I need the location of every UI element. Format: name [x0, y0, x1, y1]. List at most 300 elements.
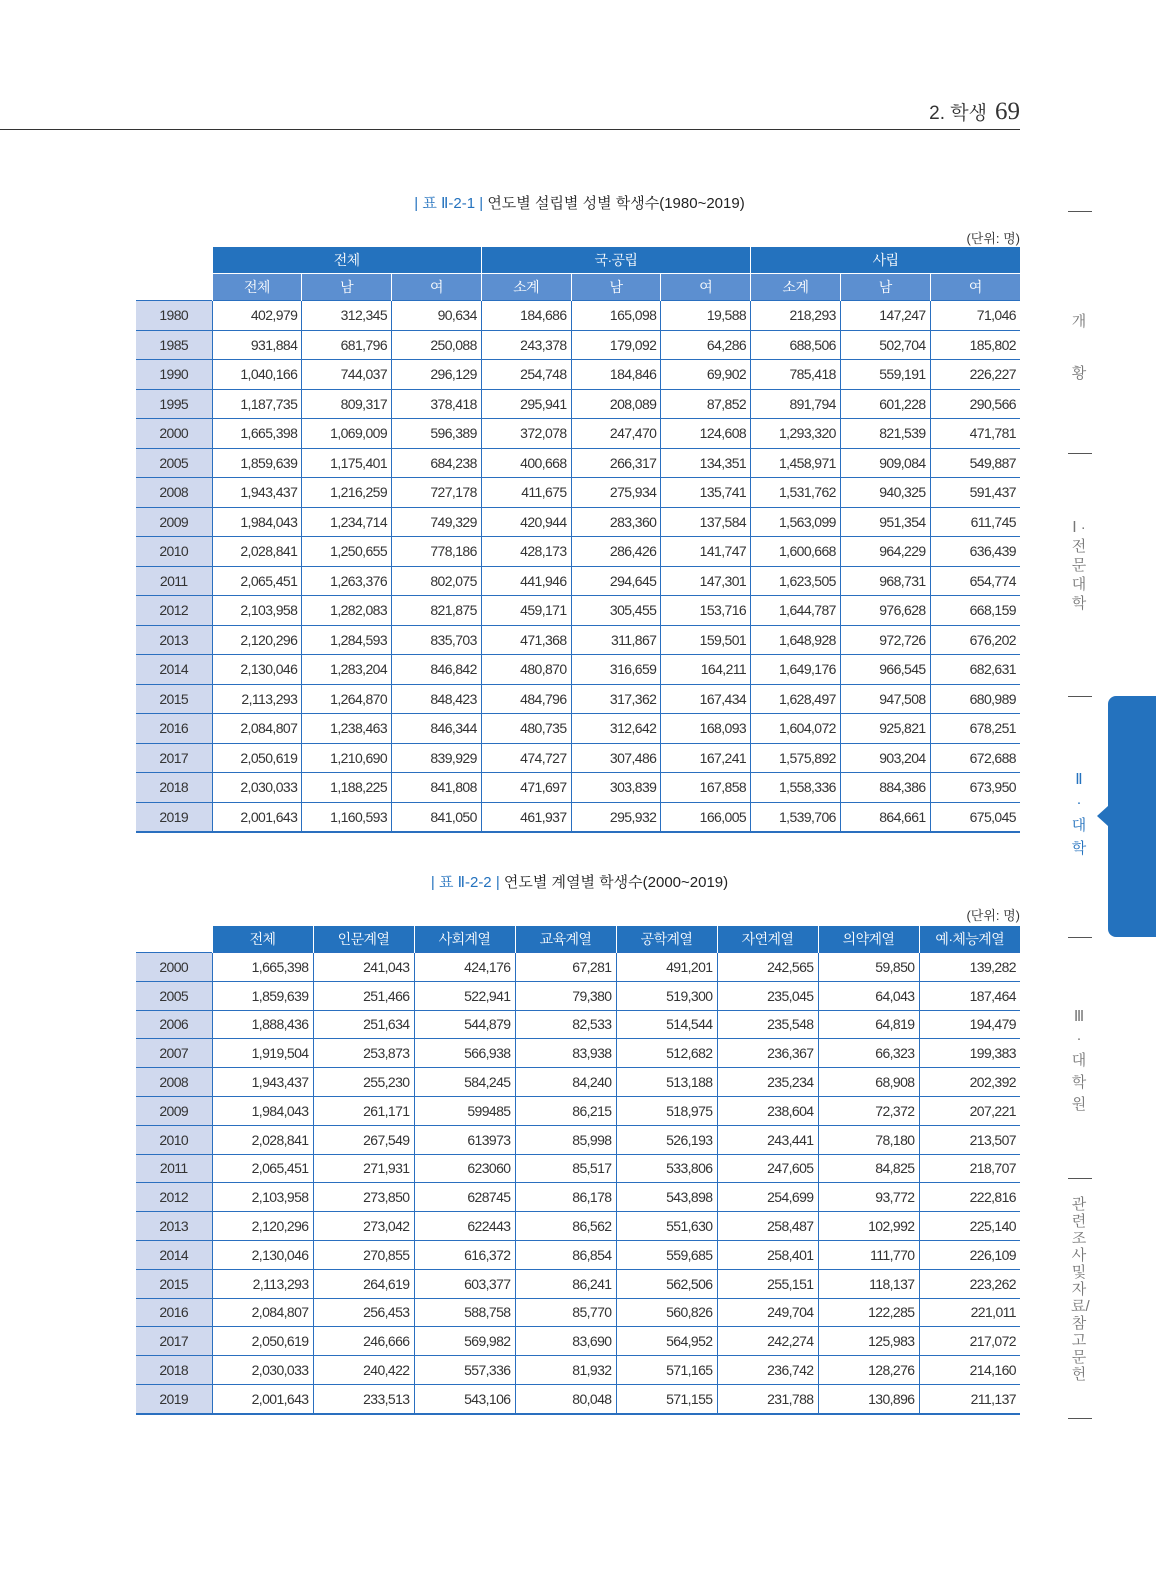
value-cell: 1,665,398	[212, 419, 302, 449]
value-cell: 821,875	[392, 596, 482, 626]
value-cell: 2,001,643	[212, 802, 302, 832]
value-cell: 1,069,009	[302, 419, 392, 449]
value-cell: 1,539,706	[751, 802, 841, 832]
value-cell: 601,228	[840, 389, 930, 419]
value-cell: 139,282	[919, 953, 1020, 982]
value-cell: 947,508	[840, 684, 930, 714]
value-cell: 122,285	[818, 1298, 919, 1327]
value-cell: 86,854	[515, 1240, 616, 1269]
value-cell: 86,241	[515, 1269, 616, 1298]
year-cell: 2010	[136, 537, 212, 567]
year-cell: 1985	[136, 330, 212, 360]
value-cell: 213,507	[919, 1125, 1020, 1154]
value-cell: 778,186	[392, 537, 482, 567]
table-row	[136, 1269, 1020, 1298]
value-cell: 543,898	[616, 1183, 717, 1212]
value-cell: 184,846	[571, 360, 661, 390]
value-cell: 185,802	[930, 330, 1020, 360]
value-cell: 424,176	[414, 953, 515, 982]
value-cell: 1,665,398	[212, 953, 313, 982]
value-cell: 841,050	[392, 802, 482, 832]
year-cell: 2017	[136, 743, 212, 773]
value-cell: 179,092	[571, 330, 661, 360]
value-cell: 223,262	[919, 1269, 1020, 1298]
value-cell: 2,065,451	[212, 1154, 313, 1183]
value-cell: 616,372	[414, 1240, 515, 1269]
value-cell: 273,042	[313, 1212, 414, 1241]
value-cell: 1,919,504	[212, 1039, 313, 1068]
value-cell: 749,329	[392, 507, 482, 537]
value-cell: 273,850	[313, 1183, 414, 1212]
value-cell: 235,548	[717, 1010, 818, 1039]
value-cell: 253,873	[313, 1039, 414, 1068]
column-header: 사회계열	[414, 926, 515, 953]
value-cell: 1,558,336	[751, 773, 841, 803]
value-cell: 254,699	[717, 1183, 818, 1212]
table1-caption	[0, 192, 1159, 213]
column-header: 여	[930, 274, 1020, 301]
value-cell: 623060	[414, 1154, 515, 1183]
column-header: 자연계열	[717, 926, 818, 953]
value-cell: 968,731	[840, 566, 930, 596]
value-cell: 19,588	[661, 301, 751, 331]
value-cell: 372,078	[481, 419, 571, 449]
value-cell: 286,426	[571, 537, 661, 567]
year-cell: 2005	[136, 448, 212, 478]
table-students-by-establishment-gender	[136, 247, 1020, 833]
table-row	[136, 1183, 1020, 1212]
value-cell: 86,178	[515, 1183, 616, 1212]
table-row	[136, 1240, 1020, 1269]
value-cell: 688,506	[751, 330, 841, 360]
value-cell: 102,992	[818, 1212, 919, 1241]
value-cell: 240,422	[313, 1356, 414, 1385]
value-cell: 1,263,376	[302, 566, 392, 596]
table-row	[136, 1356, 1020, 1385]
column-header: 인문계열	[313, 926, 414, 953]
table-row	[136, 1068, 1020, 1097]
value-cell: 71,046	[930, 301, 1020, 331]
value-cell: 217,072	[919, 1327, 1020, 1356]
value-cell: 588,758	[414, 1298, 515, 1327]
value-cell: 628745	[414, 1183, 515, 1212]
value-cell: 1,649,176	[751, 655, 841, 685]
value-cell: 85,998	[515, 1125, 616, 1154]
year-cell: 2000	[136, 953, 212, 982]
value-cell: 85,770	[515, 1298, 616, 1327]
value-cell: 471,697	[481, 773, 571, 803]
value-cell: 64,286	[661, 330, 751, 360]
group-header: 국·공립	[481, 247, 750, 274]
table-row	[136, 655, 1020, 685]
value-cell: 654,774	[930, 566, 1020, 596]
year-cell: 2016	[136, 714, 212, 744]
value-cell: 242,274	[717, 1327, 818, 1356]
value-cell: 560,826	[616, 1298, 717, 1327]
column-header: 전체	[212, 926, 313, 953]
value-cell: 1,250,655	[302, 537, 392, 567]
value-cell: 141,747	[661, 537, 751, 567]
corner-cell	[136, 926, 212, 953]
value-cell: 471,781	[930, 419, 1020, 449]
column-header: 예·체능계열	[919, 926, 1020, 953]
value-cell: 247,470	[571, 419, 661, 449]
value-cell: 84,240	[515, 1068, 616, 1097]
value-cell: 267,549	[313, 1125, 414, 1154]
value-cell: 727,178	[392, 478, 482, 508]
table-row	[136, 1096, 1020, 1125]
value-cell: 972,726	[840, 625, 930, 655]
column-header: 교육계열	[515, 926, 616, 953]
table-row	[136, 1039, 1020, 1068]
value-cell: 1,531,762	[751, 478, 841, 508]
value-cell: 1,575,892	[751, 743, 841, 773]
value-cell: 256,453	[313, 1298, 414, 1327]
value-cell: 841,808	[392, 773, 482, 803]
value-cell: 81,932	[515, 1356, 616, 1385]
value-cell: 125,983	[818, 1327, 919, 1356]
table-row	[136, 953, 1020, 982]
year-cell: 2012	[136, 1183, 212, 1212]
value-cell: 603,377	[414, 1269, 515, 1298]
value-cell: 2,028,841	[212, 537, 302, 567]
value-cell: 1,623,505	[751, 566, 841, 596]
value-cell: 264,619	[313, 1269, 414, 1298]
value-cell: 283,360	[571, 507, 661, 537]
value-cell: 591,437	[930, 478, 1020, 508]
value-cell: 1,984,043	[212, 1096, 313, 1125]
value-cell: 270,855	[313, 1240, 414, 1269]
table-row	[136, 1125, 1020, 1154]
value-cell: 400,668	[481, 448, 571, 478]
value-cell: 225,140	[919, 1212, 1020, 1241]
year-cell: 2013	[136, 1212, 212, 1241]
value-cell: 1,284,593	[302, 625, 392, 655]
value-cell: 226,109	[919, 1240, 1020, 1269]
value-cell: 2,084,807	[212, 714, 302, 744]
value-cell: 514,544	[616, 1010, 717, 1039]
value-cell: 214,160	[919, 1356, 1020, 1385]
value-cell: 491,201	[616, 953, 717, 982]
table-row	[136, 389, 1020, 419]
table2-caption	[0, 871, 1159, 892]
value-cell: 246,666	[313, 1327, 414, 1356]
value-cell: 802,075	[392, 566, 482, 596]
value-cell: 249,704	[717, 1298, 818, 1327]
table1-title: 연도별 설립별 성별 학생수(1980~2019)	[487, 195, 745, 212]
value-cell: 681,796	[302, 330, 392, 360]
value-cell: 68,908	[818, 1068, 919, 1097]
column-header: 소계	[751, 274, 841, 301]
table2-tag: | 표 Ⅱ-2-2 |	[430, 874, 500, 891]
value-cell: 951,354	[840, 507, 930, 537]
value-cell: 1,238,463	[302, 714, 392, 744]
value-cell: 82,533	[515, 1010, 616, 1039]
value-cell: 236,367	[717, 1039, 818, 1068]
value-cell: 903,204	[840, 743, 930, 773]
value-cell: 1,283,204	[302, 655, 392, 685]
table-row	[136, 743, 1020, 773]
value-cell: 251,634	[313, 1010, 414, 1039]
column-header: 남	[840, 274, 930, 301]
value-cell: 294,645	[571, 566, 661, 596]
value-cell: 428,173	[481, 537, 571, 567]
value-cell: 678,251	[930, 714, 1020, 744]
value-cell: 261,171	[313, 1096, 414, 1125]
sidebar-divider	[1068, 453, 1092, 454]
value-cell: 931,884	[212, 330, 302, 360]
value-cell: 611,745	[930, 507, 1020, 537]
value-cell: 86,215	[515, 1096, 616, 1125]
value-cell: 184,686	[481, 301, 571, 331]
table-row	[136, 360, 1020, 390]
value-cell: 526,193	[616, 1125, 717, 1154]
column-header: 의약계열	[818, 926, 919, 953]
value-cell: 1,234,714	[302, 507, 392, 537]
value-cell: 238,604	[717, 1096, 818, 1125]
value-cell: 809,317	[302, 389, 392, 419]
value-cell: 2,130,046	[212, 1240, 313, 1269]
value-cell: 236,742	[717, 1356, 818, 1385]
value-cell: 254,748	[481, 360, 571, 390]
year-cell: 2019	[136, 802, 212, 832]
value-cell: 682,631	[930, 655, 1020, 685]
sidebar-divider	[1068, 1178, 1092, 1179]
value-cell: 86,562	[515, 1212, 616, 1241]
value-cell: 543,106	[414, 1384, 515, 1413]
value-cell: 307,486	[571, 743, 661, 773]
value-cell: 459,171	[481, 596, 571, 626]
sidebar-divider	[1068, 937, 1092, 938]
value-cell: 846,344	[392, 714, 482, 744]
value-cell: 167,858	[661, 773, 751, 803]
sidebar-item-references[interactable]: 관련조사 및 자료/참고문헌	[1071, 1196, 1090, 1383]
corner-cell	[136, 247, 212, 301]
value-cell: 1,160,593	[302, 802, 392, 832]
value-cell: 2,001,643	[212, 1384, 313, 1413]
value-cell: 255,230	[313, 1068, 414, 1097]
year-cell: 2011	[136, 566, 212, 596]
value-cell: 599485	[414, 1096, 515, 1125]
value-cell: 519,300	[616, 981, 717, 1010]
value-cell: 1,282,083	[302, 596, 392, 626]
value-cell: 533,806	[616, 1154, 717, 1183]
value-cell: 90,634	[392, 301, 482, 331]
section-title: 2. 학생	[929, 103, 987, 124]
table-row	[136, 1010, 1020, 1039]
year-cell: 2015	[136, 684, 212, 714]
value-cell: 93,772	[818, 1183, 919, 1212]
year-cell: 2007	[136, 1039, 212, 1068]
value-cell: 925,821	[840, 714, 930, 744]
value-cell: 964,229	[840, 537, 930, 567]
value-cell: 564,952	[616, 1327, 717, 1356]
value-cell: 202,392	[919, 1068, 1020, 1097]
sidebar-item-junior-college[interactable]: Ⅰ · 전문대학	[1071, 519, 1087, 612]
value-cell: 940,325	[840, 478, 930, 508]
value-cell: 67,281	[515, 953, 616, 982]
value-cell: 2,113,293	[212, 684, 302, 714]
year-cell: 2019	[136, 1384, 212, 1413]
value-cell: 255,151	[717, 1269, 818, 1298]
value-cell: 636,439	[930, 537, 1020, 567]
running-header	[929, 98, 1020, 126]
value-cell: 290,566	[930, 389, 1020, 419]
value-cell: 622443	[414, 1212, 515, 1241]
table-row	[136, 802, 1020, 832]
table-row	[136, 1327, 1020, 1356]
value-cell: 613973	[414, 1125, 515, 1154]
value-cell: 846,842	[392, 655, 482, 685]
value-cell: 835,703	[392, 625, 482, 655]
value-cell: 1,264,870	[302, 684, 392, 714]
value-cell: 966,545	[840, 655, 930, 685]
value-cell: 1,984,043	[212, 507, 302, 537]
value-cell: 199,383	[919, 1039, 1020, 1068]
value-cell: 159,501	[661, 625, 751, 655]
value-cell: 247,605	[717, 1154, 818, 1183]
value-cell: 2,065,451	[212, 566, 302, 596]
value-cell: 241,043	[313, 953, 414, 982]
column-header: 여	[392, 274, 482, 301]
value-cell: 258,487	[717, 1212, 818, 1241]
value-cell: 296,129	[392, 360, 482, 390]
year-cell: 2005	[136, 981, 212, 1010]
value-cell: 235,045	[717, 981, 818, 1010]
value-cell: 557,336	[414, 1356, 515, 1385]
value-cell: 1,888,436	[212, 1010, 313, 1039]
value-cell: 221,011	[919, 1298, 1020, 1327]
table-row	[136, 714, 1020, 744]
value-cell: 66,323	[818, 1039, 919, 1068]
table1-tag: | 표 Ⅱ-2-1 |	[414, 195, 484, 212]
value-cell: 187,464	[919, 981, 1020, 1010]
table-row	[136, 1212, 1020, 1241]
value-cell: 258,401	[717, 1240, 818, 1269]
value-cell: 233,513	[313, 1384, 414, 1413]
value-cell: 235,234	[717, 1068, 818, 1097]
year-cell: 2011	[136, 1154, 212, 1183]
value-cell: 124,608	[661, 419, 751, 449]
value-cell: 551,630	[616, 1212, 717, 1241]
value-cell: 471,368	[481, 625, 571, 655]
table-row	[136, 773, 1020, 803]
value-cell: 544,879	[414, 1010, 515, 1039]
value-cell: 668,159	[930, 596, 1020, 626]
year-cell: 2014	[136, 1240, 212, 1269]
value-cell: 243,378	[481, 330, 571, 360]
value-cell: 226,227	[930, 360, 1020, 390]
value-cell: 566,938	[414, 1039, 515, 1068]
value-cell: 672,688	[930, 743, 1020, 773]
value-cell: 85,517	[515, 1154, 616, 1183]
value-cell: 518,975	[616, 1096, 717, 1125]
year-cell: 2009	[136, 507, 212, 537]
value-cell: 2,084,807	[212, 1298, 313, 1327]
value-cell: 84,825	[818, 1154, 919, 1183]
value-cell: 675,045	[930, 802, 1020, 832]
table-row	[136, 419, 1020, 449]
value-cell: 211,137	[919, 1384, 1020, 1413]
year-cell: 2008	[136, 478, 212, 508]
sidebar-item-university[interactable]: Ⅱ · 대 학	[1071, 771, 1087, 857]
column-header: 소계	[481, 274, 571, 301]
value-cell: 207,221	[919, 1096, 1020, 1125]
column-header: 남	[302, 274, 392, 301]
value-cell: 596,389	[392, 419, 482, 449]
value-cell: 1,859,639	[212, 448, 302, 478]
value-cell: 167,434	[661, 684, 751, 714]
value-cell: 2,120,296	[212, 1212, 313, 1241]
value-cell: 64,043	[818, 981, 919, 1010]
value-cell: 684,238	[392, 448, 482, 478]
value-cell: 559,685	[616, 1240, 717, 1269]
year-cell: 2016	[136, 1298, 212, 1327]
value-cell: 242,565	[717, 953, 818, 982]
sidebar-item-overview[interactable]: 개 황	[1071, 313, 1087, 382]
value-cell: 420,944	[481, 507, 571, 537]
value-cell: 2,103,958	[212, 1183, 313, 1212]
year-cell: 2006	[136, 1010, 212, 1039]
value-cell: 137,584	[661, 507, 751, 537]
value-cell: 271,931	[313, 1154, 414, 1183]
year-cell: 1990	[136, 360, 212, 390]
header-rule	[0, 129, 1020, 130]
table2-title: 연도별 계열별 학생수(2000~2019)	[503, 874, 729, 891]
table-row	[136, 537, 1020, 567]
table-row	[136, 330, 1020, 360]
value-cell: 1,563,099	[751, 507, 841, 537]
table-row	[136, 1298, 1020, 1327]
value-cell: 165,098	[571, 301, 661, 331]
value-cell: 1,648,928	[751, 625, 841, 655]
value-cell: 111,770	[818, 1240, 919, 1269]
value-cell: 1,859,639	[212, 981, 313, 1010]
value-cell: 680,989	[930, 684, 1020, 714]
year-cell: 2009	[136, 1096, 212, 1125]
value-cell: 480,870	[481, 655, 571, 685]
active-section-tab[interactable]	[1108, 696, 1156, 937]
value-cell: 1,644,787	[751, 596, 841, 626]
value-cell: 194,479	[919, 1010, 1020, 1039]
value-cell: 461,937	[481, 802, 571, 832]
value-cell: 402,979	[212, 301, 302, 331]
year-cell: 2010	[136, 1125, 212, 1154]
value-cell: 69,902	[661, 360, 751, 390]
value-cell: 317,362	[571, 684, 661, 714]
value-cell: 891,794	[751, 389, 841, 419]
value-cell: 1,943,437	[212, 478, 302, 508]
value-cell: 411,675	[481, 478, 571, 508]
value-cell: 848,423	[392, 684, 482, 714]
column-header: 여	[661, 274, 751, 301]
value-cell: 312,345	[302, 301, 392, 331]
year-cell: 2012	[136, 596, 212, 626]
value-cell: 64,819	[818, 1010, 919, 1039]
value-cell: 295,932	[571, 802, 661, 832]
value-cell: 562,506	[616, 1269, 717, 1298]
year-cell: 2018	[136, 773, 212, 803]
table-row	[136, 566, 1020, 596]
year-cell: 2018	[136, 1356, 212, 1385]
value-cell: 1,604,072	[751, 714, 841, 744]
sidebar-divider	[1068, 211, 1092, 212]
table-row	[136, 981, 1020, 1010]
sidebar-item-graduate-school[interactable]: Ⅲ · 대학원	[1071, 1008, 1087, 1113]
value-cell: 218,293	[751, 301, 841, 331]
table-row	[136, 1154, 1020, 1183]
value-cell: 571,155	[616, 1384, 717, 1413]
